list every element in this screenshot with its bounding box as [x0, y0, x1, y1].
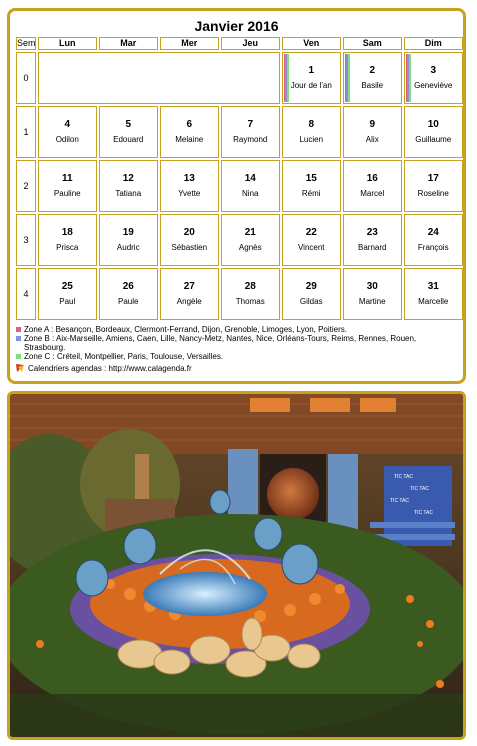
calendar-title: Janvier 2016 [194, 18, 279, 34]
week-number: 2 [16, 160, 36, 213]
day-cell[interactable] [160, 160, 220, 213]
weekday-header: Jeu [221, 37, 281, 50]
day-cell[interactable] [160, 106, 220, 159]
day-cell[interactable] [221, 268, 281, 321]
day-cell[interactable] [221, 106, 281, 159]
zone-c-swatch [16, 354, 21, 359]
credit-line[interactable] [16, 364, 456, 373]
day-cell[interactable] [343, 52, 403, 105]
garden-scene-image [10, 394, 463, 737]
saint-name: Edouard [113, 134, 144, 144]
weekday-header: Ven [282, 37, 342, 50]
zone-a-text: Zone A : Besançon, Bordeaux, Clermont-Ferrand, Dijon, Grenoble, Limoges, Lyon, Poitiers. [24, 325, 347, 334]
day-cell[interactable] [343, 106, 403, 159]
day-number: 19 [122, 226, 134, 238]
saint-name: Paule [118, 296, 139, 306]
day-number: 26 [122, 280, 134, 292]
saint-name: Yvette [178, 188, 201, 198]
day-number: 29 [305, 280, 317, 292]
day-cell[interactable] [404, 160, 464, 213]
credit-text[interactable]: Calendriers agendas : http://www.calagenda.fr [28, 364, 192, 373]
saint-name: Alix [365, 134, 379, 144]
saint-name: Sébastien [171, 242, 208, 252]
day-number: 20 [183, 226, 195, 238]
day-number: 1 [308, 64, 315, 76]
day-number: 25 [61, 280, 73, 292]
saint-name: Melaine [175, 134, 204, 144]
day-cell[interactable] [38, 106, 98, 159]
day-cell[interactable] [38, 160, 98, 213]
day-cell[interactable] [99, 214, 159, 267]
day-number: 5 [125, 118, 132, 130]
saint-name: Rémi [301, 188, 321, 198]
saint-name: Tatiana [115, 188, 142, 198]
day-number: 24 [427, 226, 439, 238]
saint-name: Marcelle [418, 296, 449, 306]
day-number: 31 [427, 280, 439, 292]
saint-name: Nina [242, 188, 259, 198]
saint-name: Roseline [417, 188, 449, 198]
school-holiday-legend [16, 325, 456, 373]
svg-text:TIC TAC: TIC TAC [390, 498, 409, 504]
day-number: 2 [369, 64, 376, 76]
weekday-header: Sam [343, 37, 403, 50]
day-number: 28 [244, 280, 256, 292]
saint-name: Audric [116, 242, 140, 252]
calendar-panel [7, 8, 466, 384]
zone-a-swatch [16, 327, 21, 332]
day-number: 9 [369, 118, 376, 130]
day-cell[interactable] [221, 214, 281, 267]
day-number: 14 [244, 172, 256, 184]
legend-zone-b [16, 334, 456, 352]
week-number: 0 [16, 52, 36, 105]
weekday-header: Dim [404, 37, 464, 50]
saint-name: Lucien [299, 134, 324, 144]
empty-days [38, 52, 281, 105]
day-cell[interactable] [404, 52, 464, 105]
day-cell[interactable] [404, 106, 464, 159]
day-number: 3 [430, 64, 437, 76]
zone-c-stripe [348, 54, 350, 103]
saint-name: Geneviève [414, 80, 453, 90]
day-cell[interactable] [282, 106, 342, 159]
day-cell[interactable] [282, 160, 342, 213]
zone-c-stripe [409, 54, 411, 103]
day-number: 22 [305, 226, 317, 238]
saint-name: Angèle [176, 296, 202, 306]
day-number: 4 [64, 118, 71, 130]
day-cell[interactable] [282, 214, 342, 267]
day-cell[interactable] [404, 214, 464, 267]
day-number: 21 [244, 226, 256, 238]
saint-name: Vincent [297, 242, 325, 252]
day-number: 10 [427, 118, 439, 130]
legend-zone-c [16, 352, 456, 361]
day-number: 12 [122, 172, 134, 184]
saint-name: Marcel [360, 188, 385, 198]
day-cell[interactable] [160, 268, 220, 321]
day-number: 6 [186, 118, 193, 130]
day-cell[interactable] [160, 214, 220, 267]
day-cell[interactable] [99, 106, 159, 159]
calagenda-logo-icon [16, 364, 24, 372]
saint-name: Jour de l'an [290, 80, 332, 90]
day-number: 17 [427, 172, 439, 184]
saint-name: Odilon [55, 134, 79, 144]
holiday-zone-stripes [406, 54, 411, 103]
svg-text:TIC TAC: TIC TAC [414, 510, 433, 516]
zone-b-swatch [16, 336, 21, 341]
week-number: 4 [16, 268, 36, 321]
day-cell[interactable] [404, 268, 464, 321]
svg-text:TIC TAC: TIC TAC [410, 486, 429, 492]
day-number: 15 [305, 172, 317, 184]
week-number: 3 [16, 214, 36, 267]
zone-c-text: Zone C : Créteil, Montpellier, Paris, Toulouse, Versailles. [24, 352, 224, 361]
legend-zone-a [16, 325, 456, 334]
saint-name: Basile [361, 80, 384, 90]
day-cell[interactable] [343, 214, 403, 267]
weekday-header: Mar [99, 37, 159, 50]
day-number: 7 [247, 118, 254, 130]
saint-name: Thomas [235, 296, 265, 306]
day-number: 8 [308, 118, 315, 130]
saint-name: Raymond [233, 134, 268, 144]
day-number: 16 [366, 172, 378, 184]
day-cell[interactable] [38, 268, 98, 321]
week-number-header: Sem [17, 38, 36, 48]
day-cell[interactable] [282, 268, 342, 321]
day-number: 30 [366, 280, 378, 292]
zone-b-text: Zone B : Aix-Marseille, Amiens, Caen, Lille, Nancy-Metz, Nantes, Nice, Orléans-Tours, Reims, Rennes, Rouen, Strasbourg. [24, 334, 417, 352]
day-cell[interactable] [343, 160, 403, 213]
day-cell[interactable] [38, 214, 98, 267]
day-cell[interactable] [343, 268, 403, 321]
saint-name: Prisca [56, 242, 79, 252]
week-number: 1 [16, 106, 36, 159]
day-number: 11 [61, 172, 73, 184]
day-cell[interactable] [282, 52, 342, 105]
garden-photo [7, 391, 466, 740]
svg-text:TIC TAC: TIC TAC [394, 474, 413, 480]
saint-name: Gildas [299, 296, 323, 306]
holiday-zone-stripes [284, 54, 289, 103]
weekday-header: Mer [160, 37, 220, 50]
day-number: 23 [366, 226, 378, 238]
day-cell[interactable] [99, 160, 159, 213]
day-number: 18 [61, 226, 73, 238]
saint-name: Agnès [238, 242, 262, 252]
saint-name: Paul [59, 296, 76, 306]
saint-name: François [417, 242, 449, 252]
day-cell[interactable] [221, 160, 281, 213]
saint-name: Pauline [53, 188, 81, 198]
zone-c-stripe [287, 54, 289, 103]
day-cell[interactable] [99, 268, 159, 321]
day-number: 27 [183, 280, 195, 292]
saint-name: Barnard [358, 242, 387, 252]
saint-name: Guillaume [415, 134, 452, 144]
holiday-zone-stripes [345, 54, 350, 103]
day-number: 13 [183, 172, 195, 184]
saint-name: Martine [358, 296, 386, 306]
weekday-header: Lun [38, 37, 98, 50]
